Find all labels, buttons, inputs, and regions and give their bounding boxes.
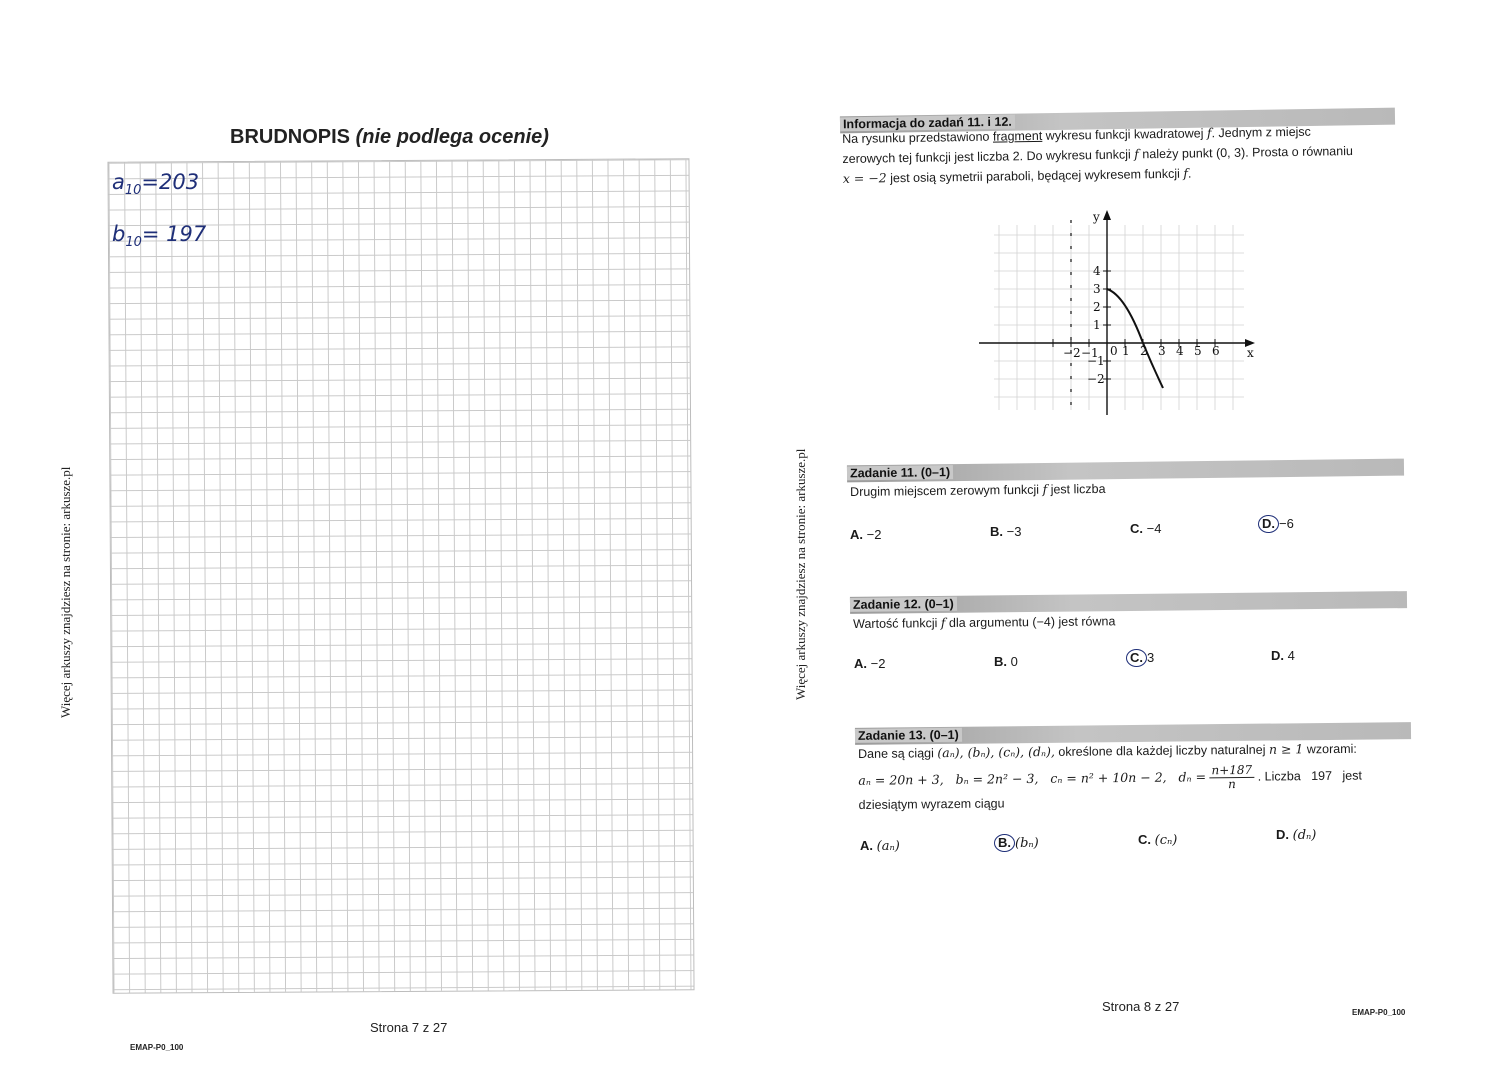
info-text-part: wykresu funkcji kwadratowej (1045, 126, 1204, 143)
question-text: określone dla każdej liczby naturalnej (1058, 742, 1266, 759)
question-number: 197 (1311, 768, 1333, 784)
option-letter-circled: B. (994, 834, 1015, 852)
option-letter: A. (860, 838, 873, 853)
parabola-graph (979, 205, 1269, 420)
fraction-numerator: n+187 (1209, 764, 1254, 778)
option-letter: D. (1271, 648, 1284, 663)
math-f: f (1206, 125, 1212, 141)
scratch-title-bold: BRUDNOPIS (230, 126, 351, 148)
task11-header-bar (847, 459, 1404, 483)
footer-code-right: EMAP-P0_100 (1352, 1008, 1406, 1017)
option-letter: C. (1138, 832, 1151, 847)
handwriting-line-1 (112, 170, 199, 198)
parabola-curve (1107, 289, 1163, 388)
question-text: wzorami: (1306, 741, 1357, 757)
hw-var: a (112, 170, 125, 194)
option-letter: C. (1130, 521, 1143, 536)
info-underlined-word: fragment (992, 128, 1043, 144)
y-tick-label: −1 (1087, 354, 1105, 368)
hw-rest: = 197 (141, 222, 207, 246)
task11-question (850, 479, 1106, 502)
y-tick-label: 3 (1093, 282, 1101, 296)
side-watermark-right: Więcej arkuszy znajdziesz na stronie: arkusze.pl (793, 448, 808, 700)
y-tick-label: 4 (1093, 264, 1101, 278)
task12-header: Zadanie 12. (0–1) (850, 597, 957, 612)
task13-header: Zadanie 13. (0–1) (855, 728, 962, 743)
scratch-title (230, 126, 549, 149)
task11-option-d-selected[interactable] (1258, 515, 1294, 533)
option-value: (cₙ) (1154, 833, 1178, 848)
handwriting-line-2 (112, 222, 206, 250)
y-tick-label: 2 (1093, 300, 1101, 314)
task12-option-c-selected[interactable] (1126, 649, 1154, 667)
math-f: f (1042, 481, 1048, 497)
x-tick-label: 6 (1212, 344, 1220, 358)
task13-option-c[interactable] (1138, 832, 1177, 848)
hw-rest: =203 (141, 170, 200, 194)
math-expression: aₙ = 20n + 3, bₙ = 2n² − 3, cₙ = n² + 10n − 2, dₙ = (858, 769, 1207, 788)
side-watermark-left: Więcej arkuszy znajdziesz na stronie: arkusze.pl (58, 466, 73, 718)
option-value: −6 (1279, 516, 1294, 531)
x-tick-label: −2 (1063, 346, 1081, 360)
x-tick-label: 5 (1194, 344, 1202, 358)
page-number-left: Strona 7 z 27 (370, 1020, 448, 1035)
option-value: 3 (1147, 650, 1155, 665)
task11-option-c[interactable] (1130, 521, 1161, 536)
option-value: −2 (870, 656, 886, 671)
hw-sub: 10 (124, 183, 142, 199)
scratch-title-italic: (nie podlega ocenie) (355, 126, 549, 148)
graph-grid (994, 225, 1244, 410)
task12-header-bar (850, 591, 1407, 614)
info-header: Informacja do zadań 11. i 12. (840, 115, 1015, 132)
option-value: (dₙ) (1292, 828, 1317, 843)
math-f: f (940, 615, 946, 631)
question-text: Wartość funkcji (853, 616, 938, 631)
info-text-part: należy punkt (0, 3). Prosta o równaniu (1142, 143, 1353, 162)
x-axis-label: x (1247, 346, 1254, 360)
info-text-part: Na rysunku przedstawiono (842, 129, 990, 146)
y-tick-label: −2 (1087, 372, 1105, 386)
option-letter: A. (850, 527, 863, 542)
task13-question (858, 738, 1419, 815)
y-axis-label: y (1093, 210, 1100, 224)
y-axis-arrow (1103, 210, 1111, 220)
page-number-right: Strona 8 z 27 (1102, 999, 1180, 1014)
question-text: jest (1342, 768, 1362, 783)
info-text-part: . Jednym z miejsc (1211, 124, 1311, 141)
x-tick-label: 4 (1176, 344, 1184, 358)
question-text: Drugim miejscem zerowym funkcji (850, 482, 1040, 499)
math-expression: n ≥ 1 (1268, 741, 1304, 757)
option-letter-circled: D. (1258, 515, 1279, 533)
x-tick-label: −1 (1081, 346, 1099, 360)
option-value: 4 (1287, 648, 1295, 663)
fraction-denominator: n (1227, 777, 1236, 792)
fraction (1209, 764, 1254, 791)
task13-line-3: dziesiątym wyrazem ciągu (858, 796, 1005, 812)
question-text: Dane są ciągi (858, 746, 934, 761)
info-text (842, 120, 1403, 189)
right-page (744, 0, 1488, 1080)
question-text: dla argumentu (−4) jest równa (948, 614, 1116, 630)
x-tick-label: 3 (1158, 344, 1166, 358)
x-tick-label: 2 (1140, 344, 1148, 358)
y-tick-label: 1 (1093, 318, 1101, 332)
task11-header: Zadanie 11. (0–1) (847, 465, 953, 480)
option-value: 0 (1010, 654, 1018, 669)
info-text-part: jest osią symetrii paraboli, będącej wykresem funkcji (890, 166, 1180, 186)
task13-option-b-selected[interactable] (994, 834, 1039, 852)
option-letter-circled: C. (1126, 649, 1147, 667)
hw-sub: 10 (125, 235, 142, 251)
question-text: jest liczba (1050, 481, 1106, 497)
option-letter: D. (1276, 827, 1289, 842)
task13-option-d[interactable] (1276, 827, 1316, 843)
math-f: f (1134, 146, 1139, 162)
task12-option-d[interactable] (1271, 648, 1295, 663)
task12-option-a[interactable] (854, 656, 885, 671)
info-text-part: zerowych tej funkcji jest liczba 2. Do wykresu funkcji (842, 147, 1131, 166)
math-expression: x = −2 (842, 170, 887, 186)
hw-var: b (112, 222, 126, 246)
option-value: (bₙ) (1015, 836, 1039, 851)
scratch-grid (107, 158, 694, 994)
task12-option-b[interactable] (994, 654, 1018, 669)
task13-option-a[interactable] (860, 838, 900, 854)
x-tick-label: 0 (1110, 344, 1118, 358)
x-tick-label: 1 (1122, 344, 1130, 358)
math-f: f (1183, 165, 1189, 181)
task12-question (853, 611, 1115, 634)
option-value: −3 (1006, 524, 1022, 539)
option-letter: B. (990, 524, 1003, 539)
footer-code-left: EMAP-P0_100 (130, 1043, 184, 1052)
task11-option-b[interactable] (990, 524, 1021, 539)
math-expression: (aₙ), (bₙ), (cₙ), (dₙ), (937, 743, 1055, 761)
option-value: −2 (866, 527, 882, 542)
option-letter: A. (854, 656, 867, 671)
option-value: (aₙ) (876, 839, 900, 854)
option-letter: B. (994, 654, 1007, 669)
info-text-part: . (1187, 166, 1192, 181)
question-text: . Liczba (1257, 769, 1301, 784)
task11-option-a[interactable] (850, 527, 881, 542)
option-value: −4 (1146, 521, 1162, 536)
